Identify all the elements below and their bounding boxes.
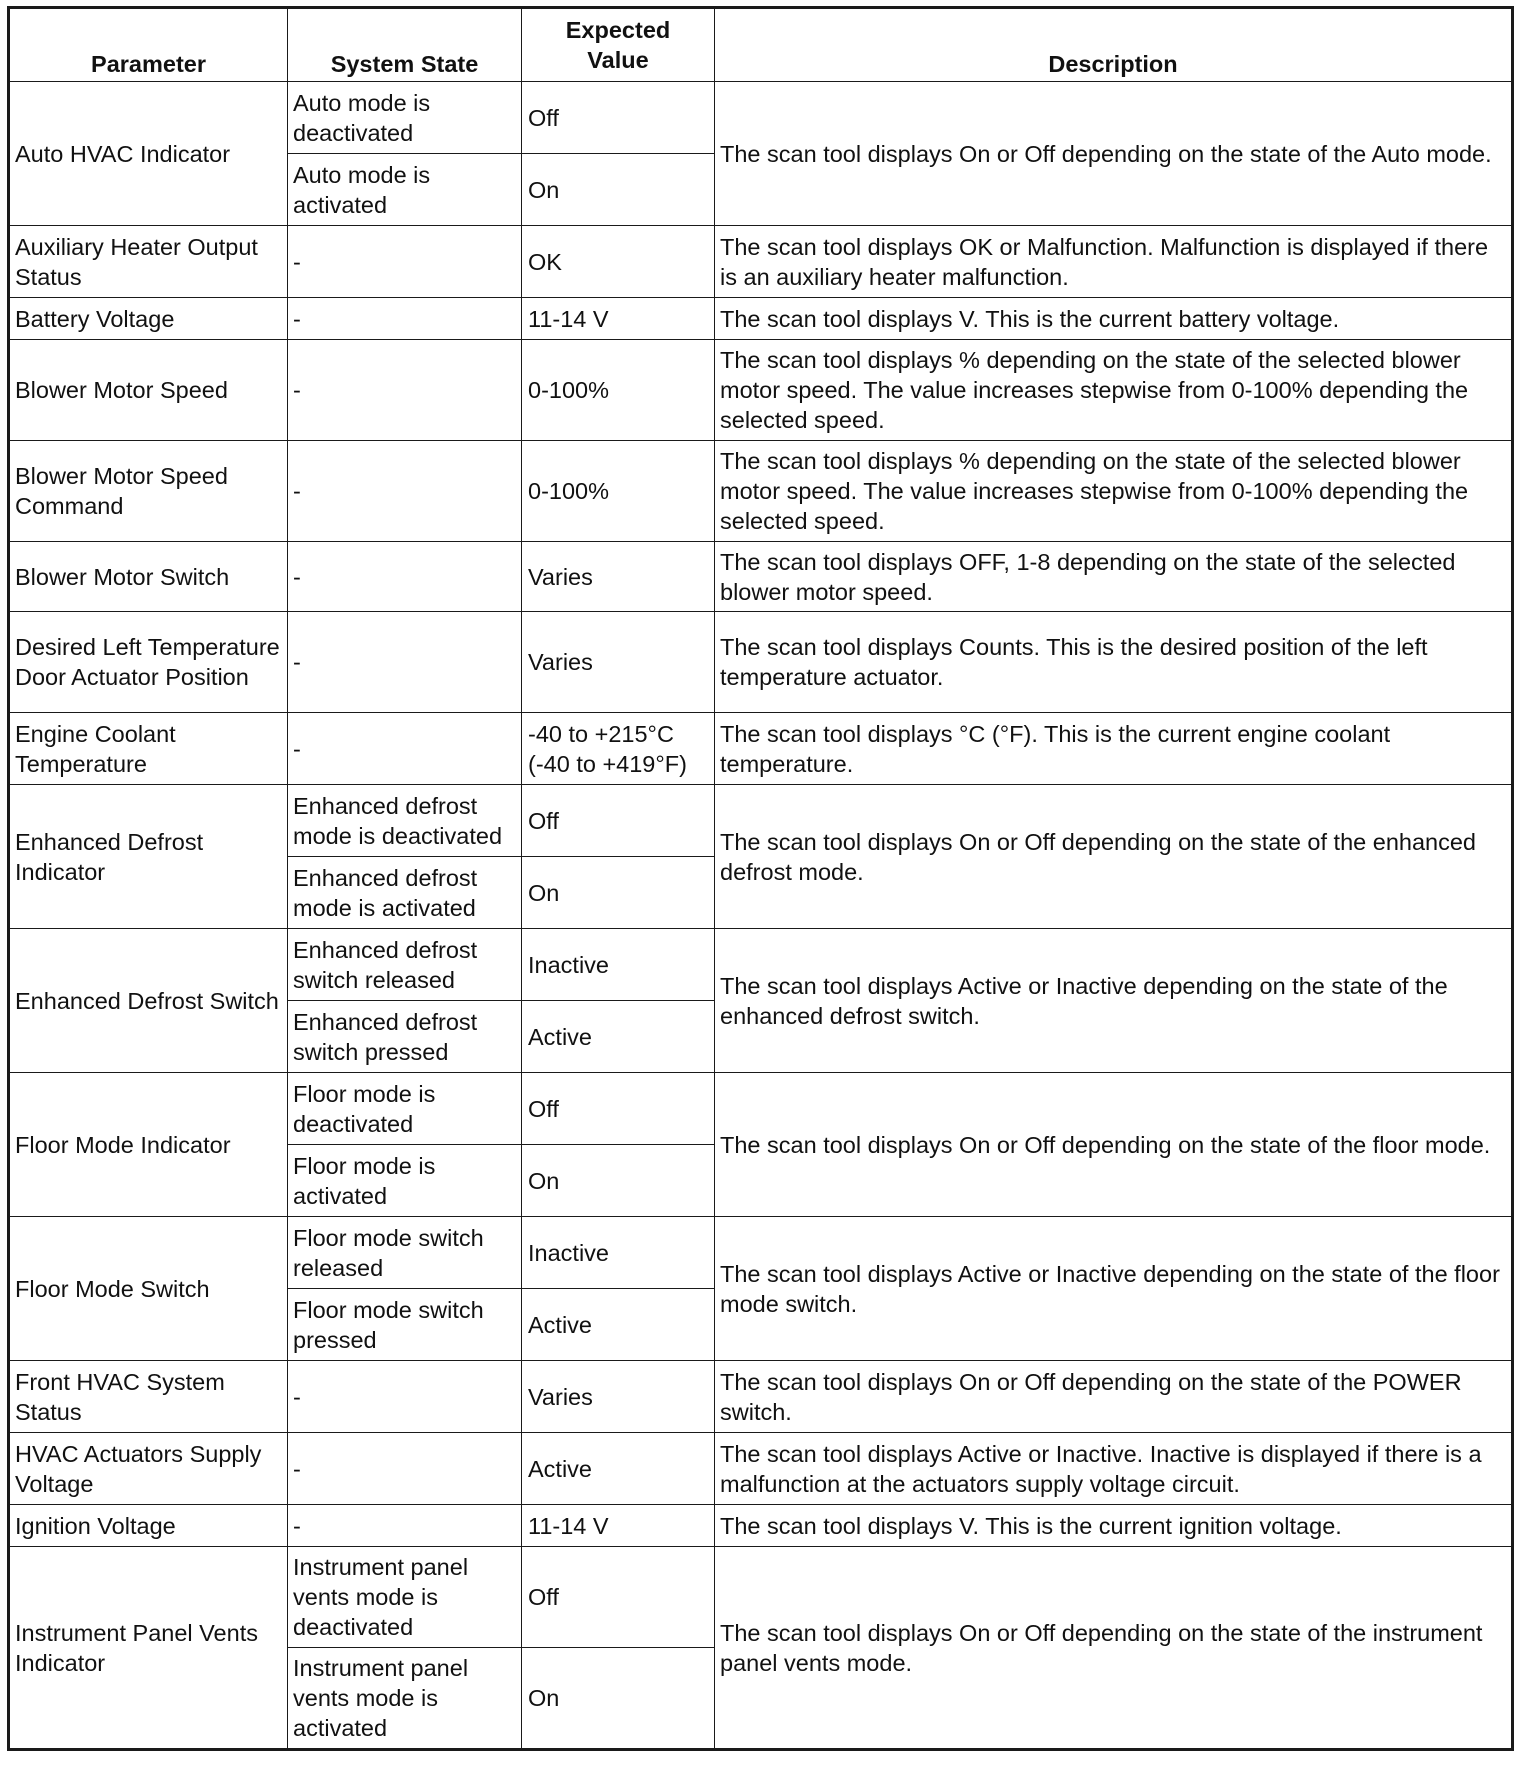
expected-value-cell: Off — [522, 1073, 715, 1145]
system-state-cell: - — [288, 1433, 522, 1505]
expected-value-cell: Off — [522, 1547, 715, 1648]
parameter-cell: Blower Motor Switch — [9, 542, 288, 612]
header-expected-value: Expected Value — [522, 8, 715, 82]
parameter-cell: HVAC Actuators Supply Voltage — [9, 1433, 288, 1505]
parameter-cell: Front HVAC System Status — [9, 1361, 288, 1433]
parameter-cell: Floor Mode Switch — [9, 1217, 288, 1361]
parameter-table-sheet — [7, 6, 1511, 1751]
system-state-cell: Auto mode is activated — [288, 154, 522, 226]
table-row — [9, 1505, 1513, 1547]
description-cell: The scan tool displays % depending on the state of the selected blower motor speed. The value increases stepwise from 0-100% depending the selected speed. — [715, 340, 1513, 441]
system-state-cell: - — [288, 1361, 522, 1433]
table-row — [9, 298, 1513, 340]
expected-value-cell: Off — [522, 785, 715, 857]
expected-value-cell: 0-100% — [522, 441, 715, 542]
expected-value-cell: Varies — [522, 1361, 715, 1433]
table-row — [9, 1361, 1513, 1433]
system-state-cell: Auto mode is deactivated — [288, 82, 522, 154]
header-system-state: System State — [288, 8, 522, 82]
description-cell: The scan tool displays On or Off depending on the state of the instrument panel vents mode. — [715, 1547, 1513, 1750]
table-row — [9, 441, 1513, 542]
parameter-cell: Enhanced Defrost Indicator — [9, 785, 288, 929]
expected-value-cell: Active — [522, 1001, 715, 1073]
description-cell: The scan tool displays Active or Inactive depending on the state of the enhanced defrost switch. — [715, 929, 1513, 1073]
expected-value-cell: On — [522, 1145, 715, 1217]
parameter-cell: Auxiliary Heater Output Status — [9, 226, 288, 298]
parameter-cell: Desired Left Temperature Door Actuator Position — [9, 612, 288, 713]
description-cell: The scan tool displays Active or Inactive. Inactive is displayed if there is a malfunction at the actuators supply voltage circuit. — [715, 1433, 1513, 1505]
expected-value-cell: On — [522, 857, 715, 929]
parameter-cell: Ignition Voltage — [9, 1505, 288, 1547]
scan-tool-parameter-table — [7, 6, 1514, 1751]
table-row — [9, 785, 1513, 857]
system-state-cell: Floor mode switch pressed — [288, 1289, 522, 1361]
table-header-row — [9, 8, 1513, 82]
description-cell: The scan tool displays OK or Malfunction. Malfunction is displayed if there is an auxiliary heater malfunction. — [715, 226, 1513, 298]
expected-value-cell: 0-100% — [522, 340, 715, 441]
parameter-cell: Auto HVAC Indicator — [9, 82, 288, 226]
expected-value-cell: Active — [522, 1289, 715, 1361]
description-cell: The scan tool displays V. This is the current battery voltage. — [715, 298, 1513, 340]
description-cell: The scan tool displays % depending on the state of the selected blower motor speed. The value increases stepwise from 0-100% depending the selected speed. — [715, 441, 1513, 542]
parameter-cell: Enhanced Defrost Switch — [9, 929, 288, 1073]
table-row — [9, 1433, 1513, 1505]
system-state-cell: - — [288, 713, 522, 785]
description-cell: The scan tool displays On or Off depending on the state of the floor mode. — [715, 1073, 1513, 1217]
table-row — [9, 929, 1513, 1001]
expected-value-cell: Varies — [522, 612, 715, 713]
header-description: Description — [715, 8, 1513, 82]
expected-value-cell: Inactive — [522, 929, 715, 1001]
table-row — [9, 1547, 1513, 1648]
system-state-cell: Floor mode switch released — [288, 1217, 522, 1289]
description-cell: The scan tool displays On or Off depending on the state of the enhanced defrost mode. — [715, 785, 1513, 929]
description-cell: The scan tool displays °C (°F). This is the current engine coolant temperature. — [715, 713, 1513, 785]
description-cell: The scan tool displays Counts. This is the desired position of the left temperature actuator. — [715, 612, 1513, 713]
expected-value-cell: Varies — [522, 542, 715, 612]
system-state-cell: - — [288, 226, 522, 298]
expected-value-cell: OK — [522, 226, 715, 298]
system-state-cell: Enhanced defrost switch released — [288, 929, 522, 1001]
system-state-cell: - — [288, 441, 522, 542]
parameter-cell: Blower Motor Speed Command — [9, 441, 288, 542]
description-cell: The scan tool displays On or Off depending on the state of the POWER switch. — [715, 1361, 1513, 1433]
expected-value-cell: Active — [522, 1433, 715, 1505]
expected-value-cell: Inactive — [522, 1217, 715, 1289]
table-row — [9, 82, 1513, 154]
expected-value-cell: 11-14 V — [522, 1505, 715, 1547]
description-cell: The scan tool displays V. This is the current ignition voltage. — [715, 1505, 1513, 1547]
table-row — [9, 612, 1513, 713]
table-row — [9, 542, 1513, 612]
parameter-cell: Instrument Panel Vents Indicator — [9, 1547, 288, 1750]
system-state-cell: - — [288, 612, 522, 713]
description-cell: The scan tool displays On or Off depending on the state of the Auto mode. — [715, 82, 1513, 226]
system-state-cell: Enhanced defrost mode is activated — [288, 857, 522, 929]
table-row — [9, 1217, 1513, 1289]
description-cell: The scan tool displays Active or Inactive depending on the state of the floor mode switch. — [715, 1217, 1513, 1361]
expected-value-cell: Off — [522, 82, 715, 154]
system-state-cell: Instrument panel vents mode is activated — [288, 1648, 522, 1750]
table-row — [9, 1073, 1513, 1145]
header-parameter: Parameter — [9, 8, 288, 82]
parameter-cell: Engine Coolant Temperature — [9, 713, 288, 785]
system-state-cell: Floor mode is deactivated — [288, 1073, 522, 1145]
parameter-cell: Floor Mode Indicator — [9, 1073, 288, 1217]
system-state-cell: Instrument panel vents mode is deactivated — [288, 1547, 522, 1648]
table-row — [9, 713, 1513, 785]
system-state-cell: Enhanced defrost switch pressed — [288, 1001, 522, 1073]
expected-value-cell: On — [522, 154, 715, 226]
parameter-cell: Battery Voltage — [9, 298, 288, 340]
table-row — [9, 226, 1513, 298]
system-state-cell: - — [288, 542, 522, 612]
system-state-cell: - — [288, 1505, 522, 1547]
table-row — [9, 340, 1513, 441]
parameter-cell: Blower Motor Speed — [9, 340, 288, 441]
description-cell: The scan tool displays OFF, 1-8 depending on the state of the selected blower motor speed. — [715, 542, 1513, 612]
system-state-cell: Floor mode is activated — [288, 1145, 522, 1217]
expected-value-cell: -40 to +215°C (-40 to +419°F) — [522, 713, 715, 785]
system-state-cell: Enhanced defrost mode is deactivated — [288, 785, 522, 857]
expected-value-cell: On — [522, 1648, 715, 1750]
system-state-cell: - — [288, 340, 522, 441]
system-state-cell: - — [288, 298, 522, 340]
expected-value-cell: 11-14 V — [522, 298, 715, 340]
